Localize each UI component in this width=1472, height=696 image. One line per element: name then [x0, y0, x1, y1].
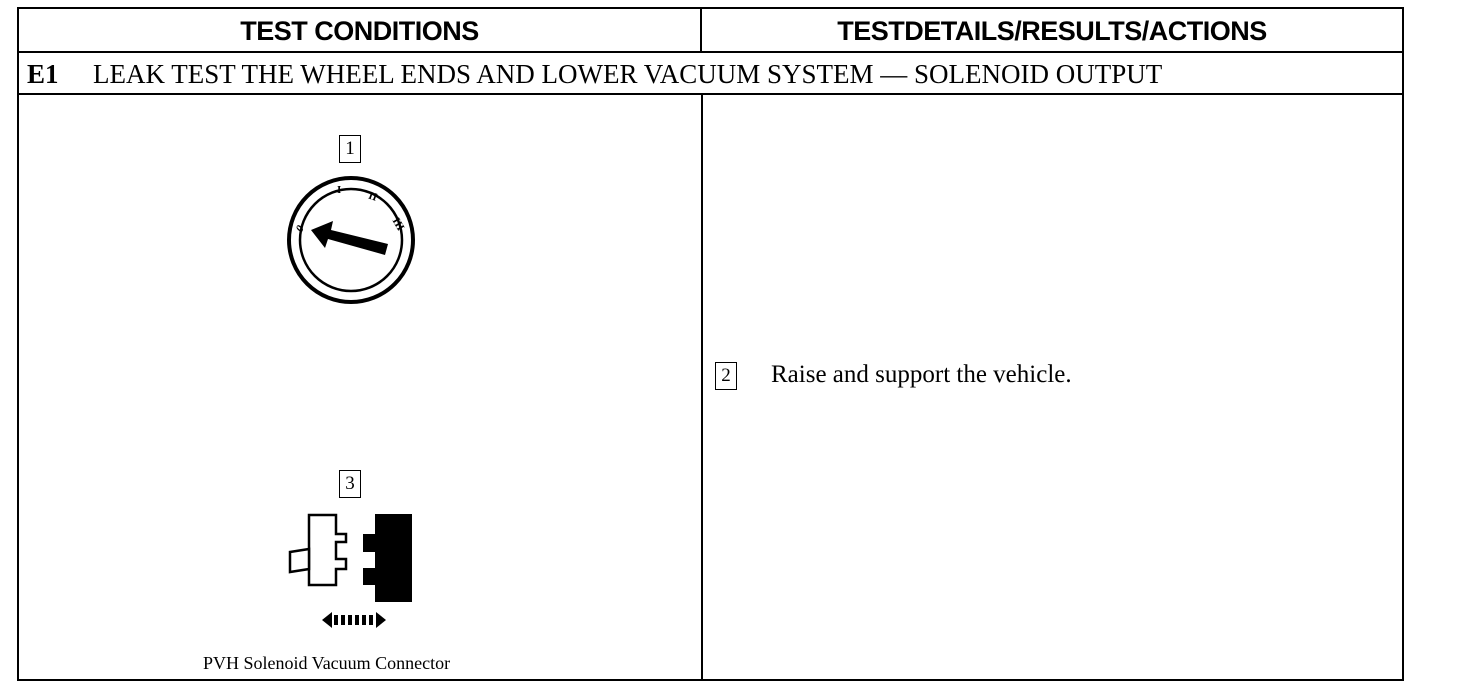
step-code: E1 — [27, 58, 59, 89]
switch-position-2: II — [366, 189, 379, 204]
connector-caption: PVH Solenoid Vacuum Connector — [203, 653, 451, 673]
step-title-row — [19, 53, 1402, 95]
vacuum-connector-icon — [288, 512, 418, 632]
column-divider — [701, 95, 703, 679]
step-divider — [19, 93, 1402, 95]
action-number-2: 2 — [715, 362, 737, 390]
switch-position-0: 0 — [293, 223, 307, 235]
action-text-2: Raise and support the vehicle. — [771, 361, 1072, 388]
test-conditions-header: TEST CONDITIONS — [19, 9, 702, 53]
test-details-header: TESTDETAILS/RESULTS/ACTIONS — [837, 15, 1267, 46]
condition-number-3: 3 — [339, 470, 361, 498]
test-procedure-table — [17, 7, 1404, 681]
switch-position-1: I — [337, 184, 342, 196]
condition-number-1: 1 — [339, 135, 361, 163]
ignition-switch-icon — [283, 177, 419, 303]
switch-position-3: III — [389, 215, 407, 233]
step-title: LEAK TEST THE WHEEL ENDS AND LOWER VACUUM SYSTEM — SOLENOID OUTPUT — [93, 58, 1163, 89]
